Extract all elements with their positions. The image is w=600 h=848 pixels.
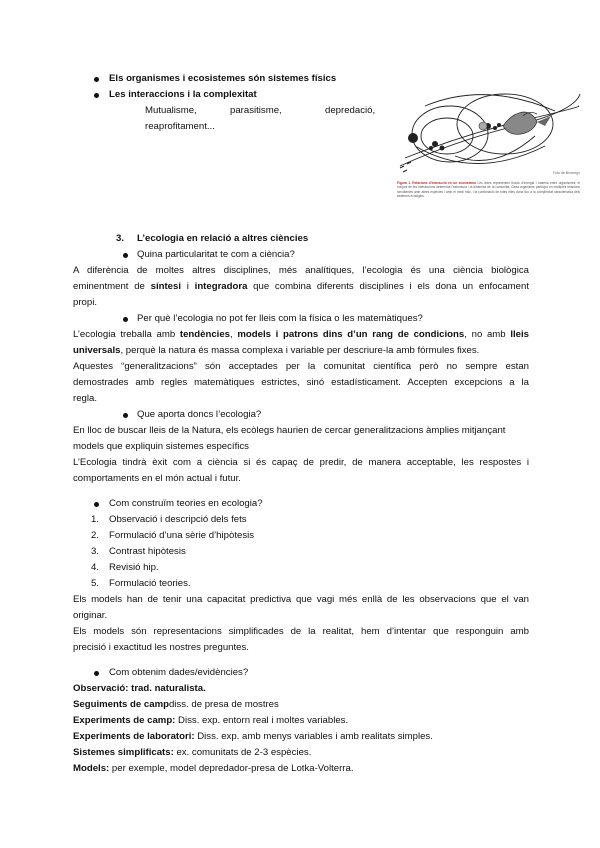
step-number: 1. <box>91 514 100 525</box>
step-text: Revisió hip. <box>109 562 159 573</box>
question-contribution: Que aporta doncs l’ecologia? <box>137 409 262 420</box>
ecosystem-diagram <box>395 86 583 231</box>
ecosystem-interaction-figure <box>395 86 583 231</box>
paragraph-line: Els models són representacions simplificades de la realitat, hem d’intentar que responguin amb <box>73 626 529 637</box>
figure-credit: Foto de Bromego <box>553 171 581 175</box>
question-laws: Per què l’ecologia no pot fer lleis com la física o les matemàtiques? <box>137 313 423 324</box>
interaction-term: parasitisme, <box>230 105 282 116</box>
figure-caption-title: Figura 1. Relacions d’interacció en un ecosistema <box>397 181 477 185</box>
bullet-dot <box>94 502 99 507</box>
interaction-term: Mutualisme, <box>145 105 197 116</box>
paragraph-line: universals, perquè la natura és massa complexa i variable per descriure-la amb fórmules fixes. <box>73 345 480 356</box>
data-method: Seguiments de campdiss. de presa de mostres <box>73 699 279 710</box>
section-heading: L’ecologia en relació a altres ciències <box>137 233 309 244</box>
paragraph-line: L’Ecologia tindrà èxit com a ciència si és capaç de predir, de manera acceptable, les respostes i <box>73 457 529 468</box>
paragraph-line: eminentment de síntesi i integradora que combina diferents disciplines i els dona un enfocament <box>73 281 529 292</box>
paragraph-line: demostrades amb regles matemàtiques estrictes, sinó estadísticament. Accepten excepcions a la <box>73 377 529 388</box>
data-method: Sistemes simplificats: ex. comunitats de 2-3 espècies. <box>73 747 312 758</box>
question-particularity: Quina particularitat te com a ciència? <box>137 249 295 260</box>
paragraph-line: En lloc de buscar lleis de la Natura, els ecòlegs haurien de cercar generalitzacions àmplies mitjançant <box>73 425 506 436</box>
step-text: Formulació teories. <box>109 578 191 589</box>
step-number: 5. <box>91 578 100 589</box>
paragraph-line: L’ecologia treballa amb tendències, models i patrons dins d’un rang de condicions, no amb lleis <box>73 329 529 340</box>
section-number: 3. <box>116 233 125 244</box>
bullet-physical-systems: Els organismes i ecosistemes són sistemes físics <box>109 73 337 84</box>
figure-caption-body: Les línies representen fluxos d’energia i matèria entre organismes; el conjunt de les interaccions determina l’estructura i la dinàmica de la comunitat. Cada organisme participa en múltiples relacions simultànies amb altres espècies i amb el medi físic, i la combinació de totes elles dona lloc a la complexitat característica dels sistemes ecològics. <box>397 181 581 198</box>
question-data: Com obtenim dades/evidències? <box>109 667 249 678</box>
step-number: 3. <box>91 546 100 557</box>
step-text: Contrast hipòtesis <box>109 546 186 557</box>
paragraph-line: precisió i exactitud les nostres preguntes. <box>73 642 249 653</box>
bullet-dot <box>94 93 99 98</box>
question-theories: Com construïm teories en ecologia? <box>109 498 263 509</box>
data-method: Experiments de laboratori: Diss. exp. amb menys variables i amb realitats simples. <box>73 731 433 742</box>
interaction-term: depredació, <box>325 105 376 116</box>
data-method: Experiments de camp: Diss. exp. entorn real i moltes variables. <box>73 715 349 726</box>
step-text: Formulació d’una sèrie d’hipòtesis <box>109 530 255 541</box>
figure-caption <box>397 181 580 198</box>
bullet-interactions: Les interaccions i la complexitat <box>109 89 257 100</box>
interaction-term: reaprofitament... <box>145 121 215 132</box>
step-number: 4. <box>91 562 100 573</box>
paragraph-line: A diferència de moltes altres disciplines, més analítiques, l’ecologia és una ciència biològica <box>73 265 529 276</box>
bullet-dot <box>123 317 128 322</box>
step-text: Observació i descripció dels fets <box>109 514 247 525</box>
paragraph-line: models que expliquin sistemes específics <box>73 441 249 452</box>
paragraph-line: originar. <box>73 610 108 621</box>
bullet-dot <box>123 413 128 418</box>
paragraph-line: comportaments en el món actual i futur. <box>73 473 241 484</box>
data-method: Observació: trad. naturalista. <box>73 683 206 694</box>
paragraph-line: propi. <box>73 297 97 308</box>
paragraph-line: Els models han de tenir una capacitat predictiva que vagi més enllà de les observacions que el van <box>73 594 529 605</box>
paragraph-line: regla. <box>73 393 97 404</box>
paragraph-line: Aquestes “generalitzacions” són acceptades per la comunitat científica però no sempre estan <box>73 361 529 372</box>
bullet-dot <box>94 671 99 676</box>
data-method: Models: per exemple, model depredador-presa de Lotka-Volterra. <box>73 763 354 774</box>
step-number: 2. <box>91 530 100 541</box>
bullet-dot <box>123 253 128 258</box>
bullet-dot <box>94 77 99 82</box>
